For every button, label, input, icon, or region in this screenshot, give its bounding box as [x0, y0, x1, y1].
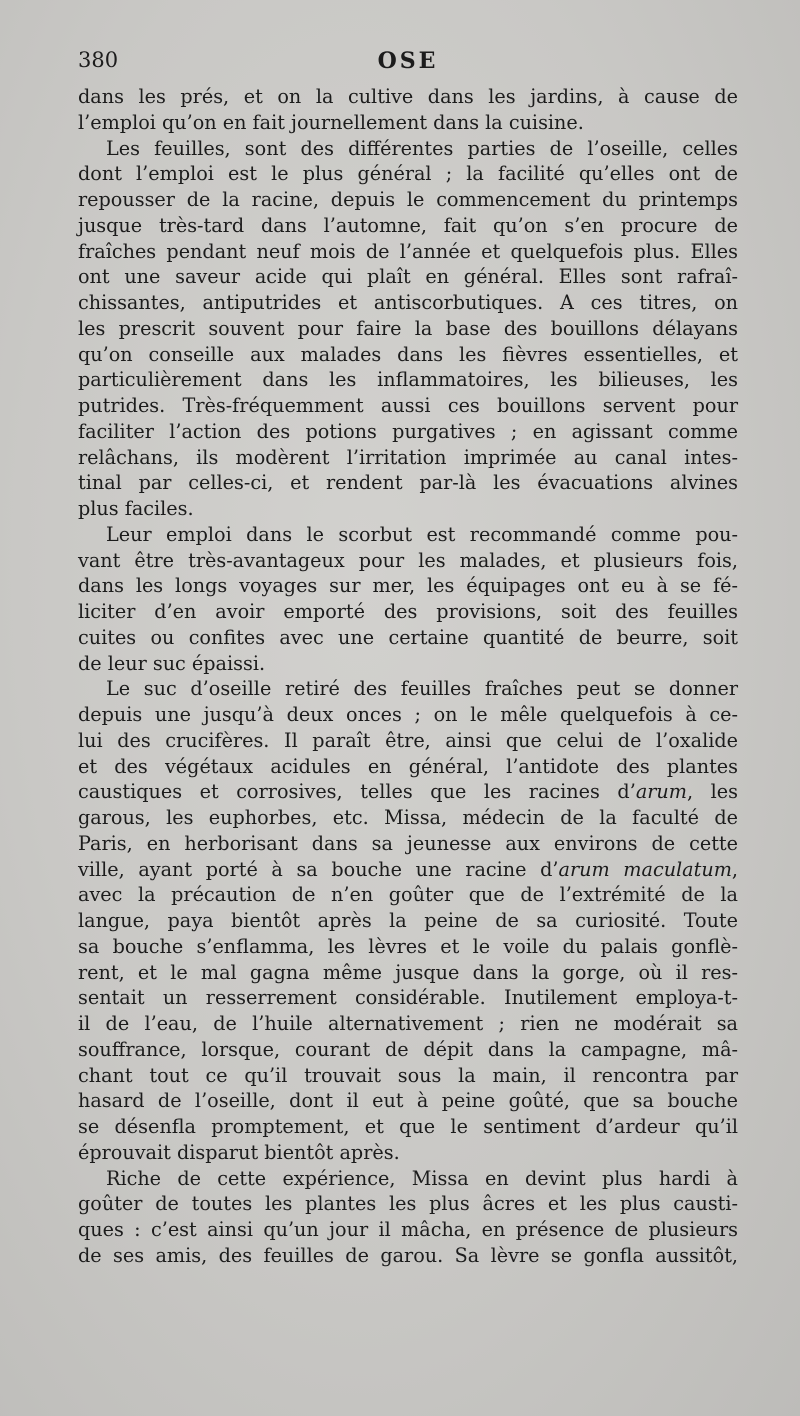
paragraph — [78, 522, 738, 677]
text-line: goûter de toutes les plantes les plus âcres et les plus causti- — [78, 1192, 738, 1216]
page-number: 380 — [78, 48, 119, 72]
text-line: il de l’eau, de l’huile alternativement ; rien ne modérait sa — [78, 1012, 738, 1035]
text-line: fraîches pendant neuf mois de l’année et quelquefois plus. Elles — [78, 239, 738, 263]
text-line: dont l’emploi est le plus général ; la facilité qu’elles ont de — [78, 162, 738, 186]
text-line: depuis une jusqu’à deux onces ; on le mêle quelquefois à ce- — [78, 703, 738, 726]
text-line: faciliter l’action des potions purgatives ; en agissant comme — [78, 419, 738, 443]
text-line: sentait un resserrement considérable. Inutilement employa-t- — [78, 986, 738, 1010]
paragraph — [78, 1166, 738, 1269]
text-line: particulièrement dans les inflammatoires, les bilieuses, les — [78, 368, 738, 392]
text-line: et des végétaux acidules en général, l’antidote des plantes — [78, 754, 738, 778]
text-line: Les feuilles, sont des différentes parties de l’oseille, celles — [106, 136, 738, 160]
text-line: vant être très-avantageux pour les malades, et plusieurs fois, — [78, 548, 738, 572]
text-line: qu’on conseille aux malades dans les fièvres essentielles, et — [78, 342, 738, 366]
text-line: rent, et le mal gagna même jusque dans la gorge, où il res- — [78, 960, 738, 984]
text-line: jusque très-tard dans l’automne, fait qu’on s’en procure de — [78, 213, 738, 237]
page-header — [78, 48, 738, 82]
text-line: liciter d’en avoir emporté des provisions, soit des feuilles — [78, 600, 738, 623]
text-line: plus faciles. — [78, 497, 194, 520]
text-line: ques : c’est ainsi qu’un jour il mâcha, en présence de plusieurs — [78, 1218, 738, 1241]
text-line: chissantes, antiputrides et antiscorbutiques. A ces titres, on — [78, 291, 738, 314]
text-line: de ses amis, des feuilles de garou. Sa lèvre se gonfla aussitôt, — [78, 1243, 738, 1267]
text-line: relâchans, ils modèrent l’irritation imprimée au canal intes- — [78, 445, 738, 469]
text-line: langue, paya bientôt après la peine de sa curiosité. Toute — [78, 909, 738, 932]
text-line: repousser de la racine, depuis le commencement du printemps — [78, 188, 738, 211]
text-line: hasard de l’oseille, dont il eut à peine goûté, que sa bouche — [78, 1089, 738, 1113]
paragraph — [78, 84, 738, 136]
text-line: caustiques et corrosives, telles que les racines d’arum, les — [78, 780, 738, 804]
text-line: lui des crucifères. Il paraît être, ainsi que celui de l’oxalide — [78, 728, 738, 752]
text-line: souffrance, lorsque, courant de dépit dans la campagne, mâ- — [78, 1037, 738, 1061]
text-line: Le suc d’oseille retiré des feuilles fraîches peut se donner — [106, 677, 738, 701]
text-line: ville, ayant porté à sa bouche une racine d’arum maculatum, — [78, 857, 738, 881]
text-line: Paris, en herborisant dans sa jeunesse aux environs de cette — [78, 831, 738, 855]
paragraph — [78, 136, 738, 522]
text-line: les prescrit souvent pour faire la base des bouillons délayans — [78, 316, 738, 340]
text-line: se désenfla promptement, et que le sentiment d’ardeur qu’il — [78, 1115, 738, 1138]
text-line: garous, les euphorbes, etc. Missa, médecin de la faculté de — [78, 806, 738, 829]
text-line: tinal par celles-ci, et rendent par-là les évacuations alvines — [78, 471, 738, 495]
text-line: l’emploi qu’on en fait journellement dans la cuisine. — [78, 110, 584, 134]
text-line: chant tout ce qu’il trouvait sous la main, il rencontra par — [78, 1063, 738, 1087]
running-head: OSE — [377, 48, 439, 74]
body-text — [78, 84, 738, 1269]
text-line: dans les prés, et on la cultive dans les jardins, à cause de — [78, 85, 738, 108]
paragraph — [78, 676, 738, 1165]
text-line: Leur emploi dans le scorbut est recommandé comme pou- — [106, 522, 738, 546]
text-line: de leur suc épaissi. — [78, 651, 266, 675]
text-line: avec la précaution de n’en goûter que de l’extrémité de la — [78, 883, 738, 907]
text-line: dans les longs voyages sur mer, les équipages ont eu à se fé- — [78, 574, 738, 598]
text-line: ont une saveur acide qui plaît en général. Elles sont rafraî- — [78, 265, 738, 289]
text-line: sa bouche s’enflamma, les lèvres et le voile du palais gonflè- — [78, 934, 738, 958]
text-line: éprouvait disparut bientôt après. — [78, 1140, 400, 1164]
text-line: putrides. Très-fréquemment aussi ces bouillons servent pour — [78, 394, 738, 417]
text-line: Riche de cette expérience, Missa en devint plus hardi à — [106, 1166, 738, 1190]
text-line: cuites ou confites avec une certaine quantité de beurre, soit — [78, 625, 738, 649]
